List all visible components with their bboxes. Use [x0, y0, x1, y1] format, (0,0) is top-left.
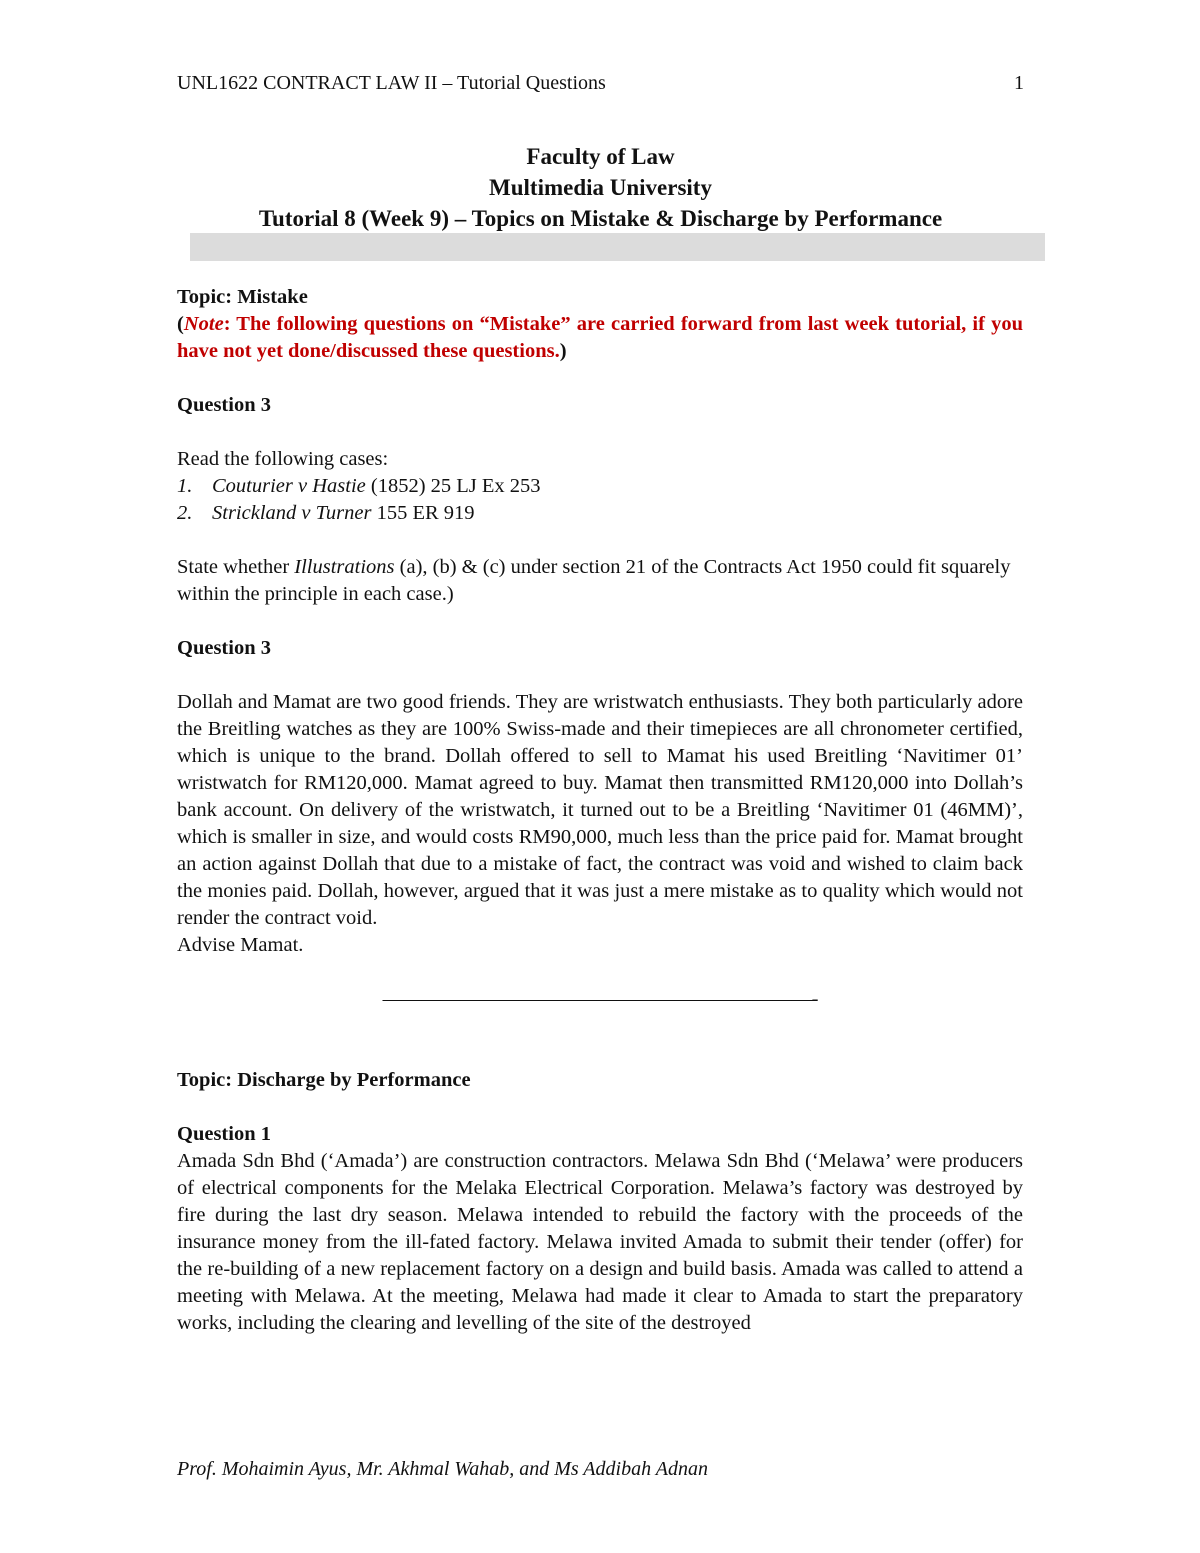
case-name: Couturier v Hastie [212, 475, 366, 497]
case-number: 2. [177, 502, 193, 524]
document-content [177, 284, 1023, 1337]
running-header [177, 72, 1024, 95]
case-number: 1. [177, 475, 193, 497]
page-number: 1 [1014, 72, 1024, 94]
case-citation: 155 ER 919 [371, 502, 475, 524]
question-1-body: Amada Sdn Bhd (‘Amada’) are construction contractors. Melawa Sdn Bhd (‘Melawa’ were producers of electrical components for the Melaka Electrical Corporation. Melawa’s factory was destroyed by fire during the last dry season. Melawa intended to rebuild the factory with the proceeds of the insurance money from the ill-fated factory. Melawa invited Amada to submit their tender (offer) for the re-building of a new replacement factory on a design and build basis. Amada was called to attend a meeting with Melawa. At the meeting, Melawa had made it clear to Amada to start the preparatory works, including the clearing and levelling of the site of the destroyed [177, 1150, 1023, 1334]
case-item [177, 473, 1023, 500]
header-title: UNL1622 CONTRACT LAW II – Tutorial Questions [177, 72, 606, 94]
section-separator: ——————————————————————- [382, 988, 818, 1010]
topic-mistake-heading: Topic: Mistake [177, 286, 308, 308]
note-label: Note [183, 313, 224, 335]
case-list [177, 473, 1023, 527]
question-3b-body: Dollah and Mamat are two good friends. They are wristwatch enthusiasts. They both particularly adore the Breitling watches as they are 100% Swiss-made and their timepieces are all chronometer certified, which is unique to the brand. Dollah offered to sell to Mamat his used Breitling ‘Navitimer 01’ wristwatch for RM120,000. Mamat agreed to buy. Mamat then transmitted RM120,000 into Dollah’s bank account. On delivery of the wristwatch, it turned out to be a Breitling ‘Navitimer 01 (46MM)’, which is smaller in size, and would costs RM90,000, much less than the price paid for. Mamat brought an action against Dollah that due to a mistake of fact, the contract was void and wished to claim back the monies paid. Dollah, however, argued that it was just a mere mistake as to quality which would not render the contract void. [177, 691, 1023, 929]
note-text: : The following questions on “Mistake” are carried forward from last week tutorial, if you have not yet done/discussed these questions. [177, 313, 1023, 362]
case-citation: (1852) 25 LJ Ex 253 [365, 475, 541, 497]
question-1-heading: Question 1 [177, 1123, 271, 1145]
question-3b-closing: Advise Mamat. [177, 934, 304, 956]
case-name: Strickland v Turner [212, 502, 372, 524]
tutorial-title: Tutorial 8 (Week 9) – Topics on Mistake & Discharge by Performance [258, 206, 943, 231]
case-item [177, 500, 1023, 527]
question-3a-body-end: (a), (b) & (c) under section 21 of the Contracts Act 1950 could fit squarely within the principle in each case.) [177, 556, 1011, 605]
running-footer: Prof. Mohaimin Ayus, Mr. Akhmal Wahab, and Ms Addibah Adnan [177, 1458, 708, 1480]
question-3a-body [177, 554, 1023, 608]
question-3a-heading: Question 3 [177, 394, 271, 416]
question-3b-heading: Question 3 [177, 637, 271, 659]
note-close-paren: ) [559, 340, 567, 362]
note-open-paren: ( [177, 313, 184, 335]
shaded-divider-bar [190, 233, 1045, 261]
title-block [177, 141, 1024, 234]
question-3a-intro: Read the following cases: [177, 448, 389, 470]
carry-forward-note [177, 311, 1023, 365]
question-3a-body-start: State whether [177, 556, 295, 578]
university-title: Multimedia University [489, 175, 712, 200]
illustrations-term: Illustrations [294, 556, 395, 578]
faculty-title: Faculty of Law [526, 144, 675, 169]
topic-discharge-heading: Topic: Discharge by Performance [177, 1069, 471, 1091]
